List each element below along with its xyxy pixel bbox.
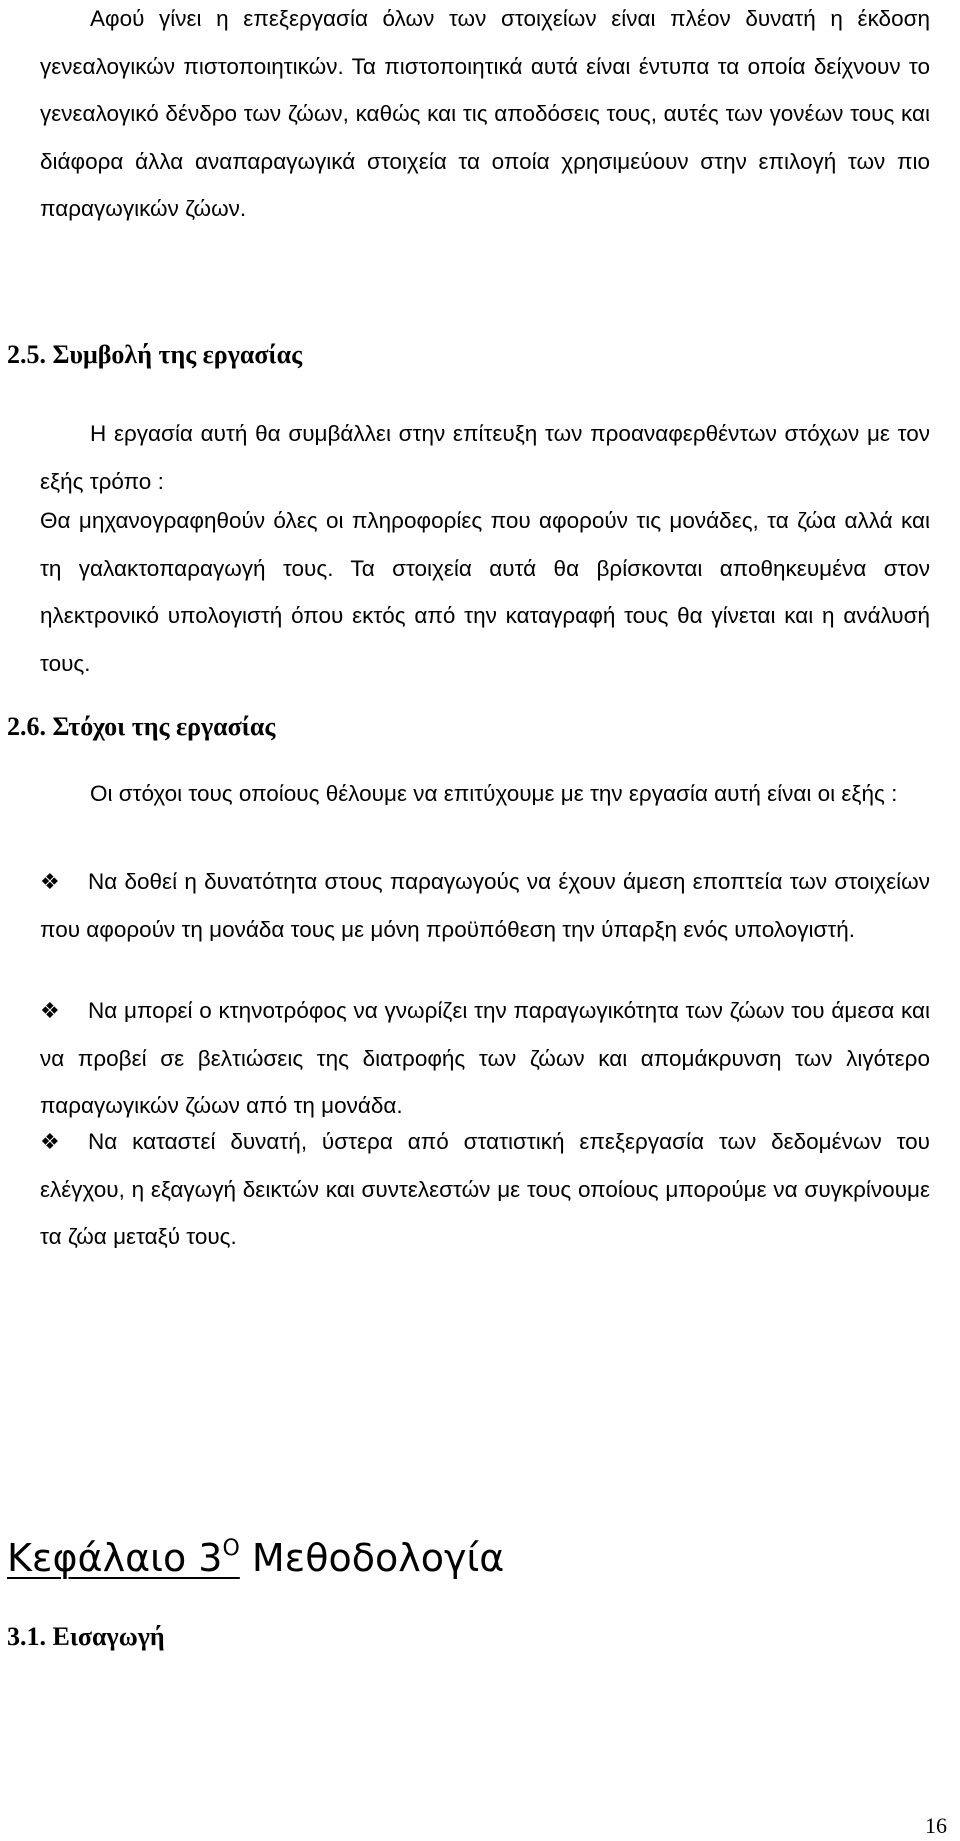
diamond-bullet-icon: ❖ bbox=[40, 1129, 60, 1154]
chapter-heading bbox=[7, 1536, 504, 1580]
goal-bullet-2 bbox=[40, 987, 930, 1130]
goal-bullet-2-text: Να μπορεί ο κτηνοτρόφος να γνωρίζει την παραγωγικότητα των ζώων του άμεσα και να προβεί σε βελτιώσεις της διατροφής των ζώων και απομάκρυνση των λιγότερο παραγωγικών ζώων από τη μονάδα. bbox=[40, 998, 930, 1118]
chapter-number: Κεφάλαιο $3^O$ bbox=[7, 1536, 240, 1580]
goal-bullet-1 bbox=[40, 858, 930, 953]
goal-bullet-1-text: Να δοθεί η δυνατότητα στους παραγωγούς να έχουν άμεση εποπτεία των στοιχείων που αφορούν τη μονάδα τους με μόνη προϋπόθεση την ύπαρξη ενός υπολογιστή. bbox=[40, 869, 930, 942]
section-2-5-paragraph-2: Θα μηχανογραφηθούν όλες οι πληροφορίες που αφορούν τις μονάδες, τα ζώα αλλά και τη γαλακτοπαραγωγή τους. Τα στοιχεία αυτά θα βρίσκονται αποθηκευμένα στον ηλεκτρονικό υπολογιστή όπου εκτός από την καταγραφή τους θα γίνεται και η ανάλυσή τους. bbox=[40, 508, 930, 676]
section-3-1-heading: 3.1. Εισαγωγή bbox=[7, 1622, 165, 1651]
goal-bullet-3 bbox=[40, 1118, 930, 1261]
section-2-6-heading: 2.6. Στόχοι της εργασίας bbox=[7, 712, 276, 741]
diamond-bullet-icon: ❖ bbox=[40, 869, 60, 894]
section-2-6-intro: Οι στόχοι τους οποίους θέλουμε να επιτύχουμε με την εργασία αυτή είναι οι εξής : bbox=[90, 781, 898, 806]
section-2-5-heading: 2.5. Συμβολή της εργασίας bbox=[7, 340, 303, 369]
intro-paragraph: Αφού γίνει η επεξεργασία όλων των στοιχείων είναι πλέον δυνατή η έκδοση γενεαλογικών πιστοποιητικών. Τα πιστοποιητικά αυτά είναι έντυπα τα οποία δείχνουν το γενεαλογικό δένδρο των ζώων, καθώς και τις αποδόσεις τους, αυτές των γονέων τους και διάφορα άλλα αναπαραγωγικά στοιχεία τα οποία χρησιμεύουν στην επιλογή των πιο παραγωγικών ζώων. bbox=[40, 6, 930, 221]
section-2-5-paragraph-1: Η εργασία αυτή θα συμβάλλει στην επίτευξη των προαναφερθέντων στόχων με τον εξής τρόπο : bbox=[40, 421, 930, 494]
chapter-title: Μεθοδολογία bbox=[239, 1536, 505, 1580]
diamond-bullet-icon: ❖ bbox=[40, 998, 60, 1023]
page-number: 16 bbox=[925, 1813, 947, 1838]
goal-bullet-3-text: Να καταστεί δυνατή, ύστερα από στατιστική επεξεργασία των δεδομένων του ελέγχου, η εξαγωγή δεικτών και συντελεστών με τους οποίους μπορούμε να συγκρίνουμε τα ζώα μεταξύ τους. bbox=[40, 1129, 930, 1249]
